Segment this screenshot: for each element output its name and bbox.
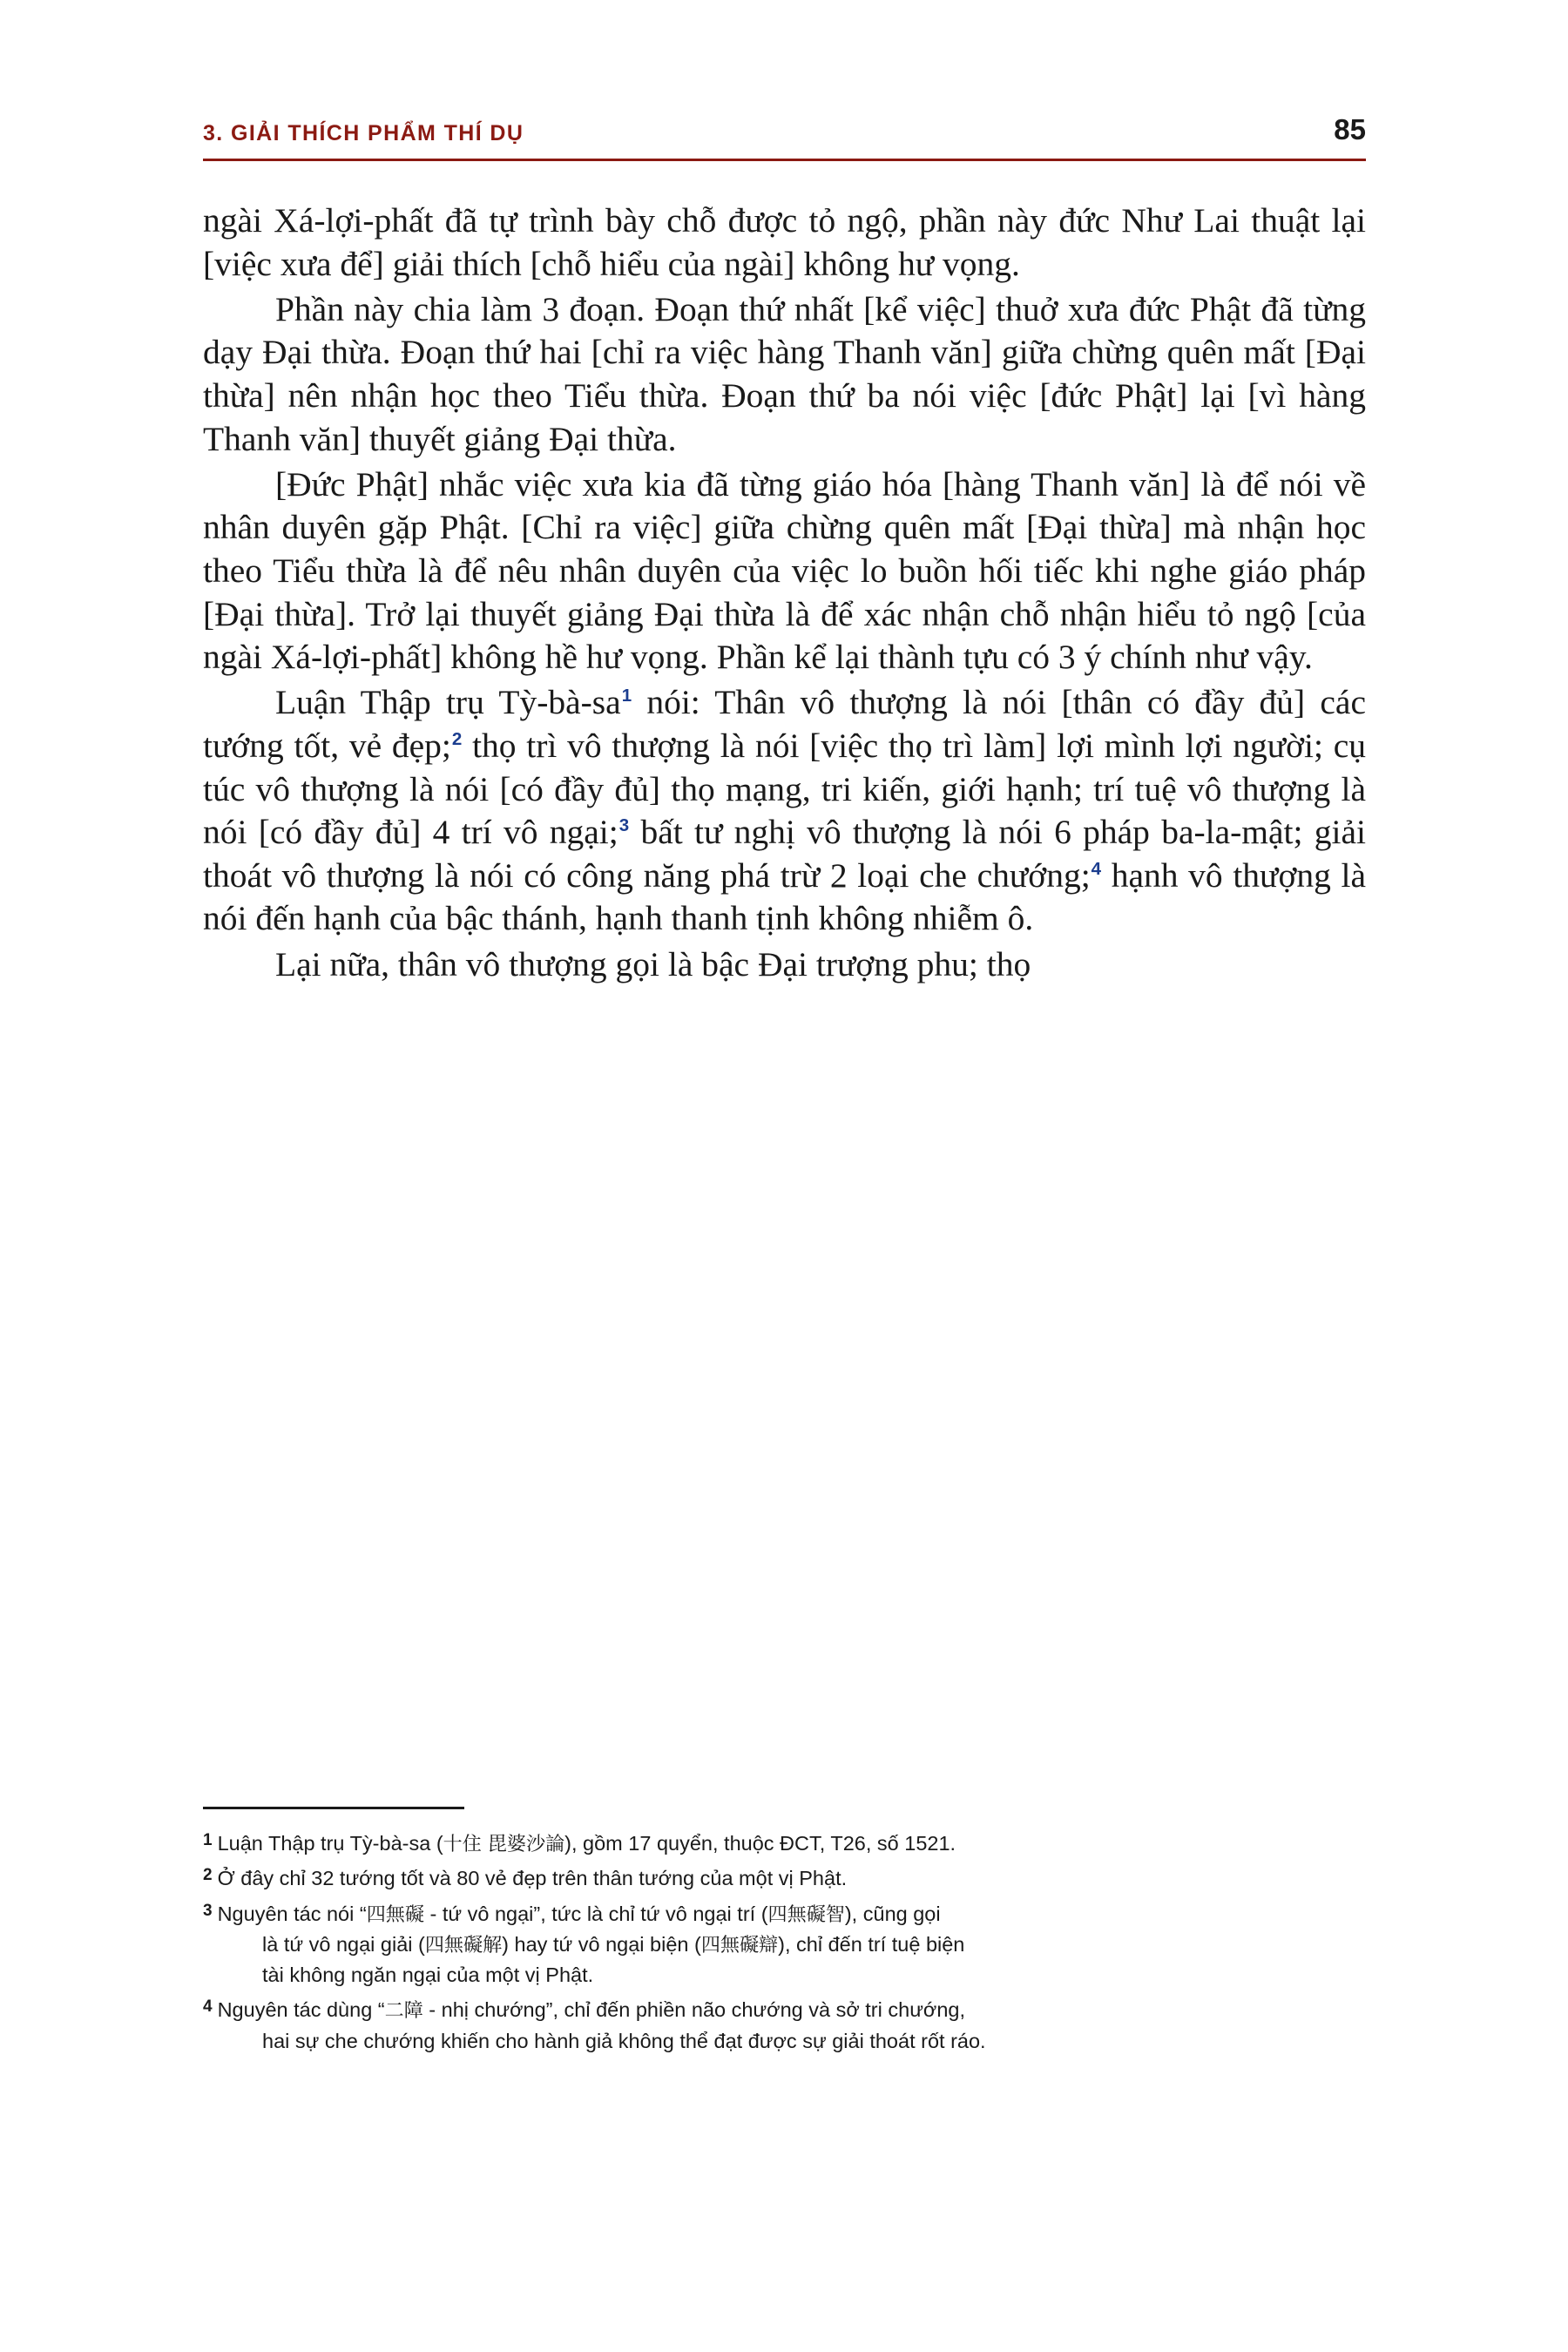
footnote-3-line2-a: là tứ vô ngại giải ( — [262, 1932, 425, 1956]
footnote-4-line1-a: Nguyên tác dùng “ — [217, 1998, 385, 2022]
paragraph-3: [Đức Phật] nhắc việc xưa kia đã từng giáo hóa [hàng Thanh văn] là để nói về nhân duyên gặp Phật. [Chỉ ra việc] giữa chừng quên mất [Đại thừa] mà nhận học theo Tiểu thừa là để nêu nhân duyên của việc lo buồn hối tiếc khi nghe giáo pháp [Đại thừa]. Trở lại thuyết giảng Đại thừa là để xác nhận chỗ nhận hiểu tỏ ngộ [của ngài Xá-lợi-phất] không hề hư vọng. Phần kể lại thành tựu có 3 ý chính như vậy. — [203, 464, 1366, 677]
quote-segment-2: nói: Thân vô thượng là nói [thân có đầy đủ] các tướng tốt, vẻ đẹp; — [203, 683, 1366, 765]
footnote-1-cjk: 十住 毘婆沙論 — [443, 1833, 565, 1855]
footnote-3-marker: 3 — [203, 1901, 213, 1920]
paragraph-4 — [203, 681, 1366, 940]
footnote-1-marker: 1 — [203, 1831, 213, 1849]
footnote-1-text-before: Luận Thập trụ Tỳ-bà-sa ( — [217, 1832, 443, 1855]
footnote-3 — [203, 1899, 1366, 1991]
footnote-4-line2: hai sự che chướng khiến cho hành giả không thể đạt được sự giải thoát rốt ráo. — [262, 2029, 986, 2052]
quote-segment-1: Luận Thập trụ Tỳ-bà-sa — [274, 683, 621, 722]
footnote-3-cjk-4: 四無礙辯 — [700, 1933, 779, 1957]
footnote-4-marker: 4 — [203, 1997, 213, 2017]
footnotes-area — [203, 1807, 1366, 2061]
footnote-3-line1-b: - tứ vô ngại”, tức là chỉ tứ vô ngại trí ( — [423, 1902, 768, 1925]
footnote-2-text: Ở đây chỉ 32 tướng tốt và 80 vẻ đẹp trên thân tướng của một vị Phật. — [217, 1867, 848, 1890]
footnote-ref-4[interactable]: 4 — [1091, 858, 1102, 879]
footnote-2-marker: 2 — [203, 1866, 213, 1885]
footnote-3-cjk-2: 四無礙智 — [767, 1903, 845, 1926]
footnote-3-line1-a: Nguyên tác nói “ — [217, 1902, 367, 1925]
paragraph-5: Lại nữa, thân vô thượng gọi là bậc Đại trượng phu; thọ — [274, 944, 1031, 983]
footnote-4 — [203, 1995, 1366, 2057]
footnote-3-line2 — [233, 1930, 1366, 1960]
footnote-1 — [203, 1828, 1366, 1859]
page-number: 85 — [1334, 113, 1366, 145]
paragraph-1: ngài Xá-lợi-phất đã tự trình bày chỗ được tỏ ngộ, phần này đức Như Lai thuật lại [việc xưa để] giải thích [chỗ hiểu của ngài] không hư vọng. — [203, 201, 1366, 283]
footnote-ref-1[interactable]: 1 — [621, 686, 632, 706]
footnote-3-line3: tài không ngăn ngại của một vị Phật. — [262, 1963, 594, 1986]
footnote-4-line1-b: - nhị chướng”, chỉ đến phiền não chướng và sở tri chướng, — [422, 1998, 966, 2022]
footnote-3-line2-b: ) hay tứ vô ngại biện ( — [502, 1932, 701, 1956]
footnote-ref-3[interactable]: 3 — [618, 814, 630, 835]
footnote-3-line1-c: ), cũng gọi — [844, 1902, 941, 1925]
body-text — [203, 199, 1366, 986]
footnote-3-cjk-1: 四無礙 — [366, 1903, 424, 1926]
page-content — [203, 113, 1366, 989]
footnote-3-line2-c: ), chỉ đến trí tuệ biện — [778, 1932, 965, 1956]
footnote-separator-rule — [203, 1807, 464, 1809]
quote-segment-4: bất tư nghị vô thượng là nói 6 pháp ba-la-mật; giải thoát vô thượng là nói có công năng phá trừ 2 loại che chướng; — [203, 813, 1366, 895]
quote-segment-5: hạnh vô thượng là nói đến hạnh của bậc thánh, hạnh thanh tịnh không nhiễm ô. — [203, 855, 1366, 938]
footnote-3-cjk-3: 四無礙解 — [424, 1933, 503, 1957]
footnote-1-text-after: ), gồm 17 quyển, thuộc ĐCT, T26, số 1521. — [564, 1832, 956, 1855]
footnote-ref-2[interactable]: 2 — [451, 728, 463, 749]
paragraph-2: Phần này chia làm 3 đoạn. Đoạn thứ nhất [kể việc] thuở xưa đức Phật đã từng dạy Đại thừa. Đoạn thứ hai [chỉ ra việc hàng Thanh văn] giữa chừng quên mất [Đại thừa] nên nhận học theo Tiểu thừa. Đoạn thứ ba nói việc [đức Phật] lại [vì hàng Thanh văn] thuyết giảng Đại thừa. — [203, 289, 1366, 458]
running-header-title: 3. GIẢI THÍCH PHẨM THÍ DỤ — [203, 121, 524, 145]
footnote-4-cjk-1: 二障 — [384, 1999, 423, 2023]
quote-segment-3: thọ trì vô thượng là nói [việc thọ trì làm] lợi mình lợi người; cụ túc vô thượng là nói [có đầy đủ] thọ mạng, tri kiến, giới hạnh; trí tuệ vô thượng là nói [có đầy đủ] 4 trí vô ngại; — [203, 727, 1366, 852]
footnote-2 — [203, 1863, 1366, 1894]
running-header — [203, 113, 1366, 161]
